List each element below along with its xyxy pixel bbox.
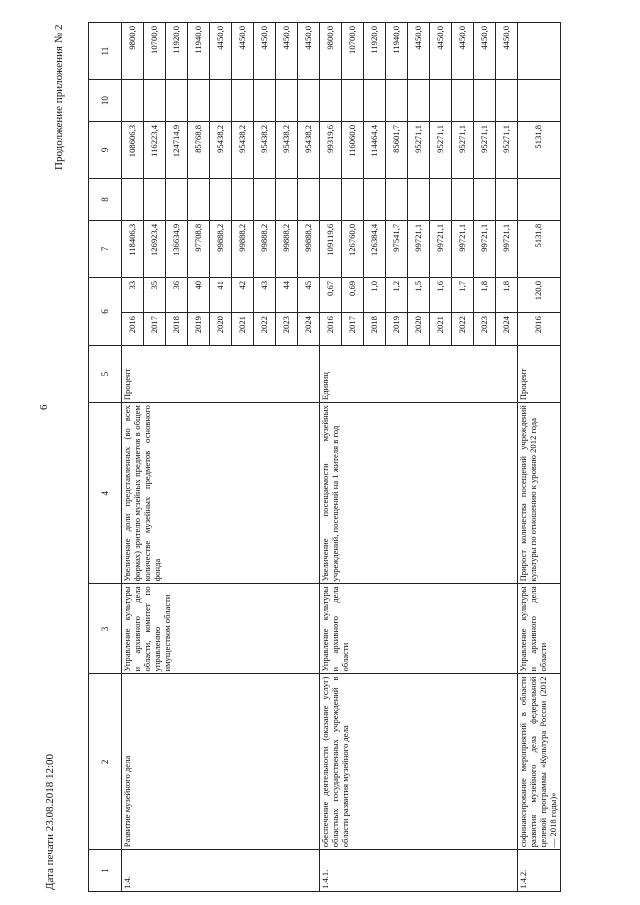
value-col11: 11920,0 [166, 23, 188, 80]
value-col10 [342, 80, 364, 122]
measure-name: Развитие музейного дела [122, 674, 320, 850]
value-col9: 95271,1 [496, 121, 518, 178]
value-col7: 99888,2 [276, 220, 298, 277]
value-col8 [166, 179, 188, 221]
value-col7: 136634,9 [166, 220, 188, 277]
year-cell: 2023 [276, 313, 298, 346]
value-col10 [430, 80, 452, 122]
col-header-11: 11 [89, 23, 122, 80]
value-col9: 95271,1 [452, 121, 474, 178]
value-col8 [496, 179, 518, 221]
value-col10 [276, 80, 298, 122]
value-col10 [232, 80, 254, 122]
value-col9: 95438,2 [254, 121, 276, 178]
value-col7: 109119,6 [320, 220, 342, 277]
unit-cell: Процент [518, 346, 561, 403]
year-cell: 2023 [474, 313, 496, 346]
value-col8 [188, 179, 210, 221]
value-col6: 0,67 [320, 277, 342, 312]
print-date-footer: Дата печати 23.08.2018 12:00 [44, 753, 56, 890]
value-col7: 99721,1 [474, 220, 496, 277]
col-header-8: 8 [89, 179, 122, 221]
value-col9: 95438,2 [298, 121, 320, 178]
value-col9: 95271,1 [474, 121, 496, 178]
year-cell: 2024 [298, 313, 320, 346]
col-header-1: 1 [89, 850, 122, 892]
value-col6: 35 [144, 277, 166, 312]
value-col11: 4450,0 [408, 23, 430, 80]
value-col9: 116060,0 [342, 121, 364, 178]
value-col10 [452, 80, 474, 122]
year-cell: 2018 [364, 313, 386, 346]
value-col11: 11920,0 [364, 23, 386, 80]
value-col6: 1,8 [474, 277, 496, 312]
value-col6: 1,2 [386, 277, 408, 312]
value-col8 [276, 179, 298, 221]
value-col11: 4450,0 [210, 23, 232, 80]
table-body [122, 23, 561, 892]
value-col7: 97708,8 [188, 220, 210, 277]
col-header-6a [89, 277, 122, 345]
value-col9: 95271,1 [408, 121, 430, 178]
year-cell: 2017 [144, 313, 166, 346]
year-cell: 2016 [320, 313, 342, 346]
value-col10 [320, 80, 342, 122]
value-col11: 4450,0 [298, 23, 320, 80]
value-col9: 95438,2 [210, 121, 232, 178]
value-col11: 10700,0 [144, 23, 166, 80]
value-col9: 124714,9 [166, 121, 188, 178]
value-col8 [452, 179, 474, 221]
value-col8 [518, 179, 561, 221]
col-header-5: 5 [89, 346, 122, 403]
indicator-text: Увеличение доли представленных (во всех формах) зрителю музейных предметов в общем количестве музейных предметов основного фонда [122, 403, 320, 584]
value-col8 [342, 179, 364, 221]
value-col9: 85768,8 [188, 121, 210, 178]
value-col7: 99721,1 [408, 220, 430, 277]
value-col8 [210, 179, 232, 221]
value-col6: 0,69 [342, 277, 364, 312]
value-col11: 10700,0 [342, 23, 364, 80]
program-table [88, 22, 561, 892]
value-col11: 11940,0 [188, 23, 210, 80]
responsible-org: Управление культуры и архивного дела области, комитет по управлению имуществом области [122, 584, 320, 674]
value-col7: 99888,2 [232, 220, 254, 277]
value-col7: 126384,4 [364, 220, 386, 277]
header-row [89, 23, 122, 892]
indicator-text: Увеличение посещаемости музейных учреждений, посещений на 1 жителя в год [320, 403, 518, 584]
value-col11: 4450,0 [496, 23, 518, 80]
value-col7: 99888,2 [298, 220, 320, 277]
value-col8 [144, 179, 166, 221]
value-col10 [298, 80, 320, 122]
value-col7: 99721,1 [430, 220, 452, 277]
value-col6: 1,6 [430, 277, 452, 312]
value-col6: 1,0 [364, 277, 386, 312]
value-col7: 99721,1 [496, 220, 518, 277]
value-col9: 85601,7 [386, 121, 408, 178]
value-col6: 45 [298, 277, 320, 312]
value-col7: 5131,8 [518, 220, 561, 277]
page-number: 6 [38, 404, 50, 410]
value-col8 [254, 179, 276, 221]
value-col8 [408, 179, 430, 221]
continuation-heading: Продолжение приложения № 2 [53, 24, 65, 170]
unit-cell: Единиц [320, 346, 518, 403]
value-col10 [408, 80, 430, 122]
year-cell: 2020 [210, 313, 232, 346]
value-col6: 40 [188, 277, 210, 312]
responsible-org: Управление культуры и архивного дела области [320, 584, 518, 674]
measure-name: обеспечение деятельности (оказание услуг) областных государственных учреждений в области развития музейного дела [320, 674, 518, 850]
row-id: 1.4. [122, 850, 320, 892]
value-col11: 4450,0 [254, 23, 276, 80]
row-id: 1.4.2. [518, 850, 561, 892]
unit-cell: Процент [122, 346, 320, 403]
table-row [122, 23, 144, 892]
value-col8 [122, 179, 144, 221]
value-col6: 44 [276, 277, 298, 312]
value-col7: 126760,0 [342, 220, 364, 277]
year-cell: 2022 [254, 313, 276, 346]
value-col7: 126923,4 [144, 220, 166, 277]
row-id: 1.4.1. [320, 850, 518, 892]
col-header-4: 4 [89, 403, 122, 584]
col-header-3: 3 [89, 584, 122, 674]
value-col10 [144, 80, 166, 122]
col-header-2: 2 [89, 674, 122, 850]
year-cell: 2019 [188, 313, 210, 346]
value-col9: 95438,2 [276, 121, 298, 178]
value-col9: 5131,8 [518, 121, 561, 178]
value-col11 [518, 23, 561, 80]
value-col6: 1,5 [408, 277, 430, 312]
col-header-6: 6 [99, 309, 110, 314]
value-col11: 4450,0 [430, 23, 452, 80]
col-header-9: 9 [89, 121, 122, 178]
value-col8 [232, 179, 254, 221]
year-cell: 2016 [122, 313, 144, 346]
table-row [320, 23, 342, 892]
value-col10 [254, 80, 276, 122]
value-col9: 99319,6 [320, 121, 342, 178]
value-col11: 9800,0 [122, 23, 144, 80]
value-col9: 108606,3 [122, 121, 144, 178]
value-col8 [364, 179, 386, 221]
value-col10 [188, 80, 210, 122]
year-cell: 2016 [518, 313, 561, 346]
value-col9: 114464,4 [364, 121, 386, 178]
value-col11: 4450,0 [474, 23, 496, 80]
value-col9: 95271,1 [430, 121, 452, 178]
value-col10 [364, 80, 386, 122]
value-col7: 99888,2 [210, 220, 232, 277]
year-cell: 2022 [452, 313, 474, 346]
col-header-10: 10 [89, 80, 122, 122]
year-cell: 2017 [342, 313, 364, 346]
value-col6: 33 [122, 277, 144, 312]
col-header-7: 7 [89, 220, 122, 277]
table-row [518, 23, 561, 892]
value-col8 [474, 179, 496, 221]
value-col10 [518, 80, 561, 122]
value-col9: 116223,4 [144, 121, 166, 178]
year-cell: 2024 [496, 313, 518, 346]
value-col6: 36 [166, 277, 188, 312]
value-col6: 1,7 [452, 277, 474, 312]
value-col11: 4450,0 [232, 23, 254, 80]
value-col7: 118406,3 [122, 220, 144, 277]
year-cell: 2018 [166, 313, 188, 346]
value-col10 [122, 80, 144, 122]
year-cell: 2021 [232, 313, 254, 346]
value-col7: 99888,2 [254, 220, 276, 277]
value-col11: 4450,0 [452, 23, 474, 80]
measure-name: софинансирование мероприятий в области развития музейного дела федеральной целевой программы «Культура России (2012 — 2018 годы)» [518, 674, 561, 850]
value-col6: 42 [232, 277, 254, 312]
value-col11: 4450,0 [276, 23, 298, 80]
value-col10 [474, 80, 496, 122]
year-cell: 2020 [408, 313, 430, 346]
indicator-text: Прирост количества посещений учреждений культуры по отношению к уровню 2012 года [518, 403, 561, 584]
value-col8 [320, 179, 342, 221]
value-col6: 43 [254, 277, 276, 312]
value-col11: 11940,0 [386, 23, 408, 80]
value-col6: 41 [210, 277, 232, 312]
value-col8 [430, 179, 452, 221]
value-col11: 9800,0 [320, 23, 342, 80]
responsible-org: Управление культуры и архивного дела области [518, 584, 561, 674]
value-col8 [386, 179, 408, 221]
value-col10 [496, 80, 518, 122]
value-col10 [210, 80, 232, 122]
year-cell: 2019 [386, 313, 408, 346]
value-col9: 95438,2 [232, 121, 254, 178]
value-col7: 97541,7 [386, 220, 408, 277]
value-col6: 1,8 [496, 277, 518, 312]
value-col7: 99721,1 [452, 220, 474, 277]
value-col8 [298, 179, 320, 221]
value-col10 [166, 80, 188, 122]
year-cell: 2021 [430, 313, 452, 346]
value-col10 [386, 80, 408, 122]
rotated-table-container [88, 22, 558, 892]
value-col6: 120,0 [518, 277, 561, 312]
